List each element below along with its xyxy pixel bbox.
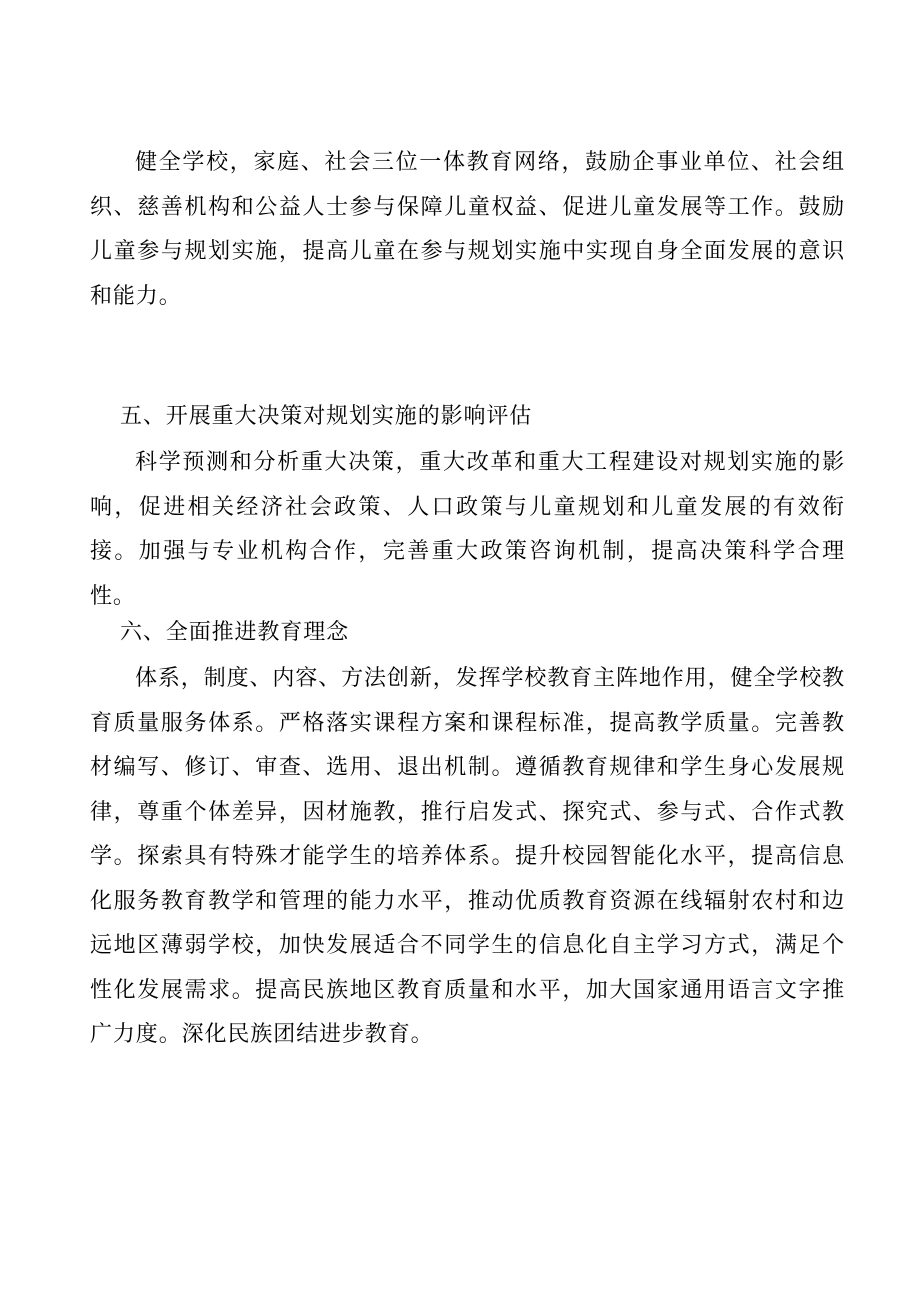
- paragraph-family-school-society: 健全学校，家庭、社会三位一体教育网络，鼓励企事业单位、社会组织、慈善机构和公益人士参与保障儿童权益、促进儿童发展等工作。鼓励儿童参与规划实施，提高儿童在参与规划实施中实现自身全面发展的意识和能力。: [90, 150, 845, 309]
- section-heading-5: 五、开展重大决策对规划实施的影响评估: [120, 404, 533, 429]
- paragraph-education-concepts: 体系，制度、内容、方法创新，发挥学校教育主阵地作用，健全学校教育质量服务体系。严格落实课程方案和课程标准，提高教学质量。完善教材编写、修订、审查、选用、退出机制。遵循教育规律和学生身心发展规律，尊重个体差异，因材施教，推行启发式、探究式、参与式、合作式教学。探索具有特殊才能学生的培养体系。提升校园智能化水平，提高信息化服务教育教学和管理的能力水平，推动优质教育资源在线辐射农村和边远地区薄弱学校，加快发展适合不同学生的信息化自主学习方式，满足个性化发展需求。提高民族地区教育质量和水平，加大国家通用语言文字推广力度。深化民族团结进步教育。: [90, 666, 845, 1047]
- paragraph-major-decisions: 科学预测和分析重大决策，重大改革和重大工程建设对规划实施的影响，促进相关经济社会政策、人口政策与儿童规划和儿童发展的有效衔接。加强与专业机构合作，完善重大政策咨询机制，提高决策科学合理性。: [90, 450, 845, 609]
- section-heading-6: 六、全面推进教育理念: [120, 620, 350, 645]
